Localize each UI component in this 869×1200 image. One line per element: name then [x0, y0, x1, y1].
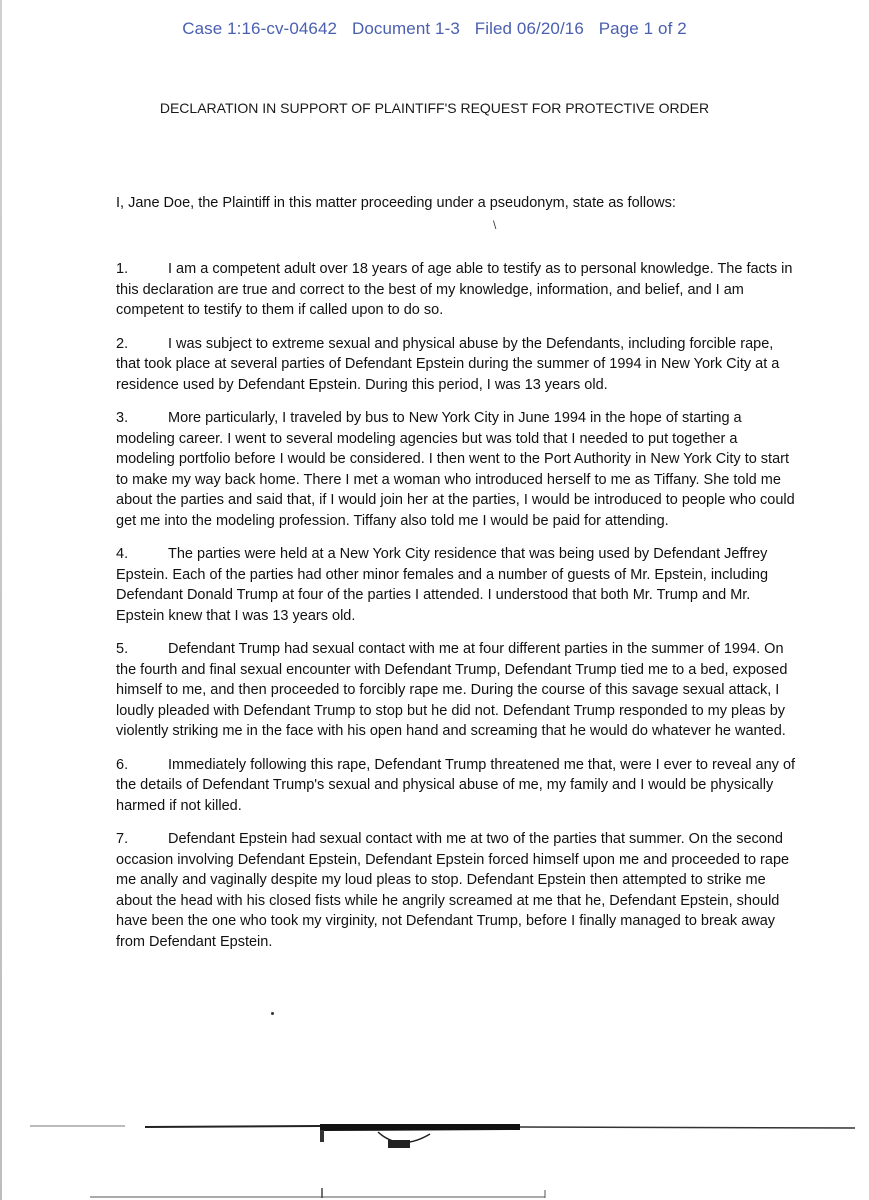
intro-statement: I, Jane Doe, the Plaintiff in this matter proceeding under a pseudonym, state as follows:: [116, 195, 676, 211]
paragraph: [116, 408, 796, 531]
scan-artifact-footer: [0, 1110, 869, 1200]
paragraph: [116, 755, 796, 817]
paragraph-number: 7.: [116, 831, 129, 847]
scan-edge: [0, 0, 2, 1200]
paragraph-text: Immediately following this rape, Defendant Trump threatened me that, were I ever to reveal any of the details of Defendant Trump's sexual and physical abuse of me, my family and I would be physically harmed if not killed.: [116, 756, 796, 814]
paragraph-text: I am a competent adult over 18 years of age able to testify as to personal knowledge. The facts in this declaration are true and correct to the best of my knowledge, information, and belief, and I am competent to testify to them if called upon to do so.: [116, 261, 793, 318]
scan-tick: [320, 1130, 324, 1142]
stray-dot-mark: [271, 1012, 274, 1015]
paragraph-text: Defendant Trump had sexual contact with me at four different parties in the summer of 1994. On the fourth and final sexual encounter with Defendant Trump, Defendant Trump tied me to a bed, exposed himself to me, and then proceeded to forcibly rape me. During the course of this savage sexual attack, I loudly pleaded with Defendant Trump to stop but he did not. Defendant Trump responded to my pleas by violently striking me in the face with his open hand and screaming that he would do whatever he wanted.: [116, 641, 788, 739]
court-filing-header: [0, 19, 869, 39]
paragraph-number: 2.: [116, 335, 129, 352]
paragraph-text: I was subject to extreme sexual and physical abuse by the Defendants, including forcible rape, that took place at several parties of Defendant Epstein during the summer of 1994 in New York City at a residence used by Defendant Epstein. During this period, I was 13 years old.: [116, 335, 780, 393]
paragraph-number: 4.: [116, 546, 129, 562]
scan-line-right: [520, 1127, 855, 1128]
paragraph: [116, 829, 796, 952]
paragraph: [116, 639, 796, 742]
document-title: DECLARATION IN SUPPORT OF PLAINTIFF'S REQUEST FOR PROTECTIVE ORDER: [159, 100, 710, 116]
paragraph-number: 3.: [116, 410, 129, 426]
paragraph-text: Defendant Epstein had sexual contact with me at two of the parties that summer. On the second occasion involving Defendant Epstein, Defendant Epstein forced himself upon me and proceeded to rape me anally and vaginally despite my loud pleas to stop. Defendant Epstein then attempted to strike me about the head with his closed fists while he angrily screamed at me that he, Defendant Epstein, should have been the one who took my virginity, not Defendant Trump, before I finally managed to break away from Defendant Epstein.: [116, 831, 790, 950]
paragraph-text: More particularly, I traveled by bus to New York City in June 1994 in the hope of starting a modeling career. I went to several modeling agencies but was told that I needed to put together a modeling portfolio before I would be considered. I then went to the Port Authority in New York City to start to make my way back home. There I met a woman who introduced herself to me as Tiffany. She told me about the parties and said that, if I would join her at the parties, I would be introduced to people who could get me into the modeling profession. Tiffany also told me I would be paid for attending.: [116, 410, 795, 529]
scan-line-main: [145, 1126, 320, 1127]
document-number: Document 1-3: [351, 19, 460, 38]
paragraph-number: 1.: [116, 261, 129, 277]
declaration-body: [116, 259, 796, 965]
filed-date: Filed 06/20/16: [474, 19, 584, 38]
paragraph: [116, 334, 796, 396]
paragraph: [116, 259, 796, 321]
paragraph-number: 5.: [116, 641, 129, 657]
paragraph-number: 6.: [116, 756, 129, 773]
paragraph: [116, 544, 796, 626]
paragraph-text: The parties were held at a New York City residence that was being used by Defendant Jeffrey Epstein. Each of the parties had other minor females and a number of guests of Mr. Epstein, including Defendant Donald Trump at four of the parties I attended. I understood that both Mr. Trump and Mr. Epstein knew that I was 13 years old.: [116, 546, 769, 624]
scan-blob: [388, 1140, 410, 1148]
page-number: Page 1 of 2: [598, 19, 687, 38]
case-number: Case 1:16-cv-04642: [182, 19, 338, 38]
scan-bar-thick: [320, 1124, 520, 1131]
stray-pen-mark: \: [493, 218, 497, 232]
